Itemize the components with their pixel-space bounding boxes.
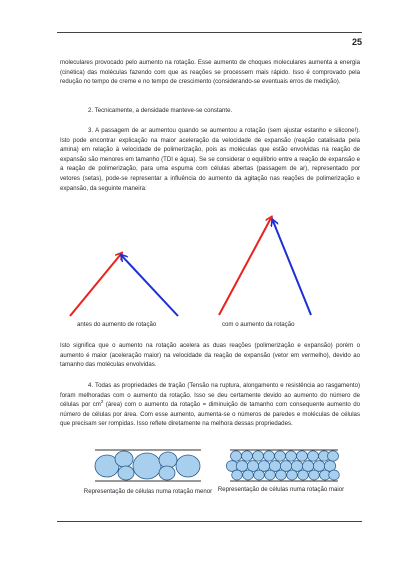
cell: [265, 470, 276, 480]
caption-cells-low: Representação de células numa rotação menor: [83, 488, 213, 495]
cell: [275, 451, 286, 461]
cell: [276, 470, 287, 480]
header-rule: [57, 32, 362, 33]
paragraph-5-superscript: 2: [100, 399, 104, 405]
caption-cells-high: Representação de células numa rotação maior: [217, 486, 345, 493]
caption-before: antes do aumento de rotação: [77, 321, 157, 328]
vector-diagram-before: [66, 240, 186, 320]
cell: [133, 453, 161, 479]
cell: [308, 451, 319, 461]
cell: [176, 455, 200, 477]
cells-low-rotation: [93, 448, 203, 484]
cell: [159, 466, 175, 480]
cell: [254, 470, 265, 480]
polymerization-vector: [122, 256, 178, 316]
cell: [286, 451, 297, 461]
cell: [243, 470, 254, 480]
expansion-vector: [70, 254, 121, 316]
cell: [253, 451, 264, 461]
cell: [264, 451, 275, 461]
polymerization-vector: [273, 221, 311, 315]
cell: [287, 470, 298, 480]
paragraph-2: 2. Tecnicamente, a densidade manteve-se constante.: [88, 107, 233, 114]
paragraph-5-part-b: (área) com o aumento da rotação = diminuição de tamanho com consequente aumento do número de células por área. Com esse aumento, aumenta-se o números de paredes e moléculas de células que precisam ser rompidas. Isso reflete diretamente na melhora dessas propriedades.: [60, 401, 360, 428]
cell: [159, 452, 177, 468]
cell: [118, 466, 134, 480]
cell: [115, 451, 133, 467]
cell: [232, 470, 243, 480]
paragraph-4: Isto significa que o aumento na rotação acelera as duas reações (polimerização e expansão) porém o aumento é maior (aceleração maior) na velocidade da reação de expansão (vetor em vermelho), devido ao tamanho das moléculas envolvidas.: [60, 342, 360, 369]
cell: [242, 451, 253, 461]
paragraph-3: 3. A passagem de ar aumentou quando se aumentou a rotação (sem ajustar estanho e silicone!). Isto pode encontrar explicação na maior aceleração da velocidade de expansão (reação catalisada pela amina) em relação à velocidade de polimerização, pois as moléculas que estão envolvidas na reação de expansão são menores em tamanho (TDI e água). Se se considerar o equilíbrio entre a reação de expansão e a reação de polimerização, para uma espuma com células abertas (passagem de ar), representado por vetores (setas), pode-se representar a influência do aumento da agitação nas reações de polimerização e expansão, da seguinte maneira:: [60, 127, 360, 192]
expansion-vector: [219, 218, 271, 315]
page-number: 25: [351, 37, 362, 47]
vector-diagram-after: [213, 208, 323, 318]
paragraph-5-part-a: 4. Todas as propriedades de tração (Tensão na ruptura, alongamento e resistência ao rasgamento) foram melhoradas com o aumento da rotação. Isso se deu certamente devido ao aumento do número de células por cm: [60, 382, 360, 409]
paragraph-5: [60, 381, 360, 429]
cell: [309, 470, 320, 480]
paragraph-1: moleculares provocado pelo aumento na rotação. Esse aumento de choques moleculares aumenta a energia (cinética) das moléculas fazendo com que as reações se processem mais rápido. Isso é comprovado pela redução no tempo de creme e no tempo de crescimento (considerando-se eventuais erros de medição).: [60, 59, 360, 86]
cell: [297, 451, 308, 461]
footer-rule: [57, 521, 362, 522]
cells-high-rotation: [228, 448, 340, 484]
cell: [328, 451, 339, 461]
cell: [231, 451, 242, 461]
caption-after: com o aumento da rotação: [222, 321, 295, 328]
cell: [298, 470, 309, 480]
cell: [329, 470, 340, 480]
